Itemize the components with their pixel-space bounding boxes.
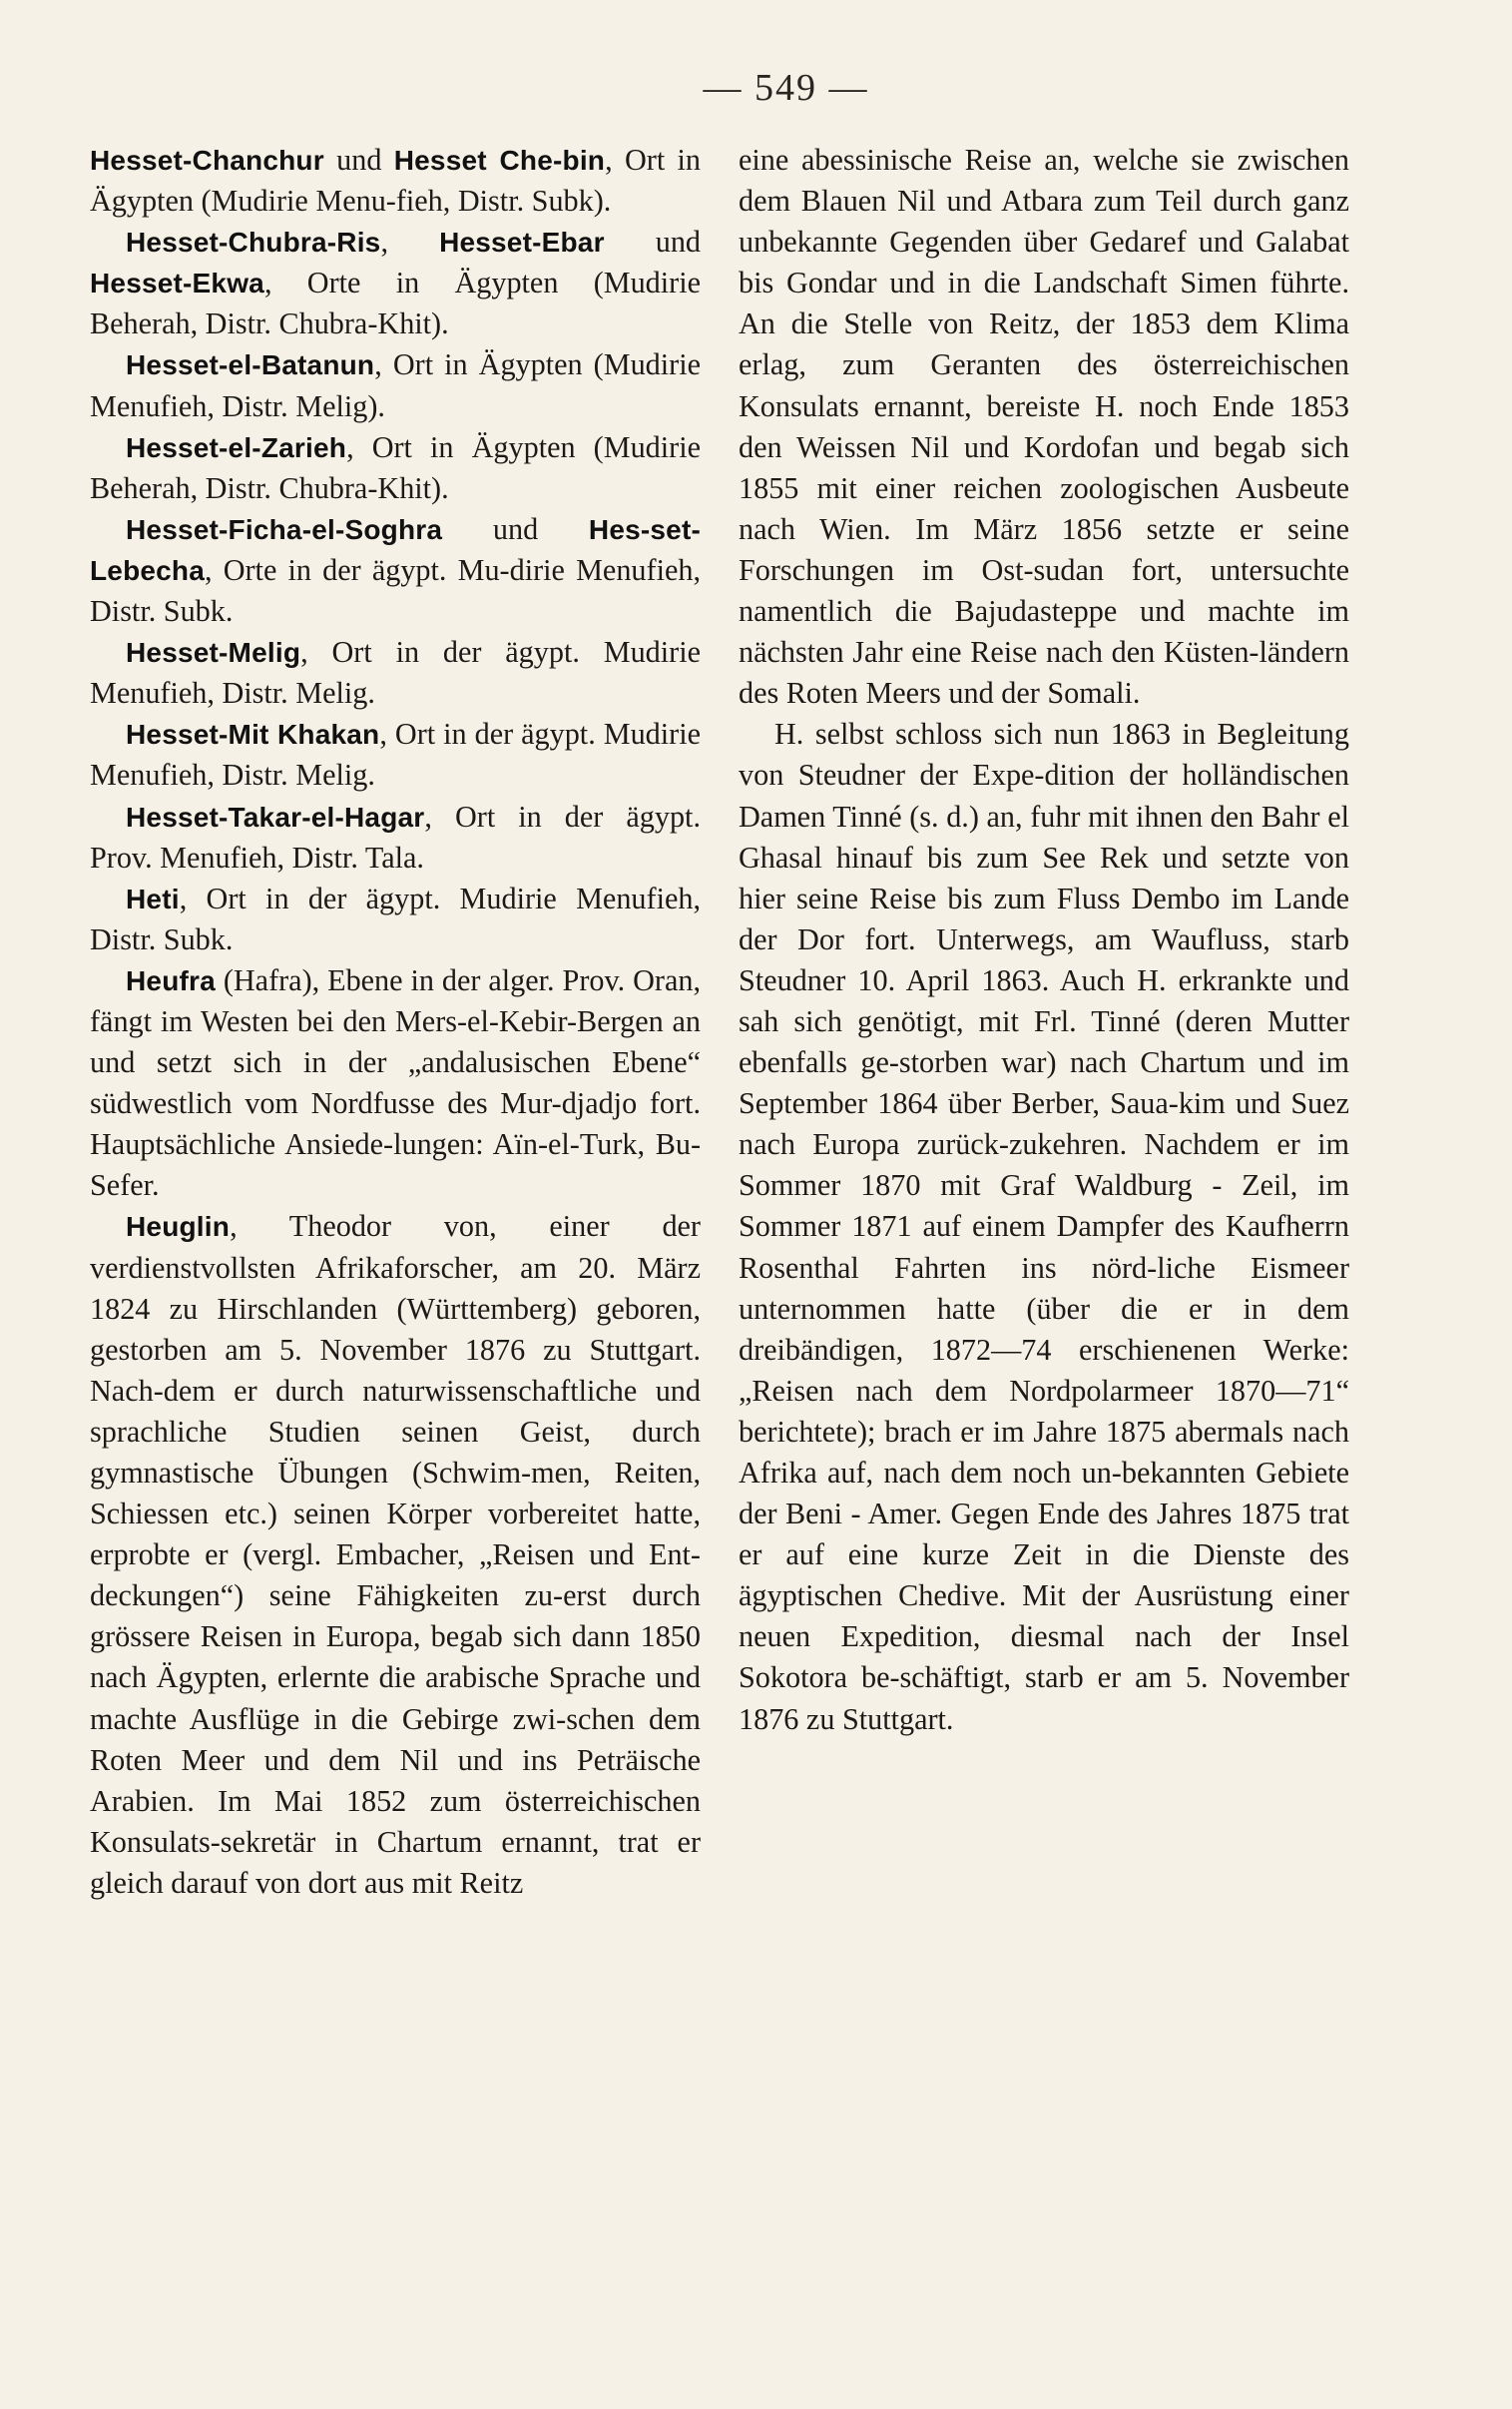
connector: und <box>442 511 589 546</box>
entry-hesset-melig <box>90 632 701 714</box>
headword: Hesset-el-Batanun <box>126 349 375 381</box>
entry-hesset-ficha-el-soghra <box>90 509 701 632</box>
headword: Hesset-Takar-el-Hagar <box>126 801 425 833</box>
entry-text: , Ort in Ägypten (Mudirie Menu-fieh, Distr. Subk). <box>90 143 701 219</box>
entry-hesset-chanchur <box>90 140 701 222</box>
headword: Hesset-Chanchur <box>90 145 324 176</box>
headword: Hesset-Melig <box>126 637 301 669</box>
entry-text: , Orte in Ägypten (Mudirie Beherah, Distr. Chubra-Khit). <box>90 266 701 341</box>
page-number: — 549 — <box>703 67 869 109</box>
headword: Hesset-Ficha-el-Soghra <box>126 513 443 545</box>
entry-text: , Theodor von, einer der verdienstvollsten Afrikaforscher, am 20. März 1824 zu Hirschlanden (Württemberg) geboren, gestorben am 5. November 1876 zu Stuttgart. Nach-dem er durch naturwissenschaftliche und sprachliche Studien seinen Geist, durch gymnastische Übungen (Schwim-men, Reiten, Schiessen etc.) seinen Körper vorbereitet hatte, erprobte er (vergl. Embacher, „Reisen und Ent-deckungen“) seine Fähigkeiten zu-erst durch grössere Reisen in Europa, begab sich dann 1850 nach Ägypten, erlernte die arabische Sprache und machte Ausflüge in die Gebirge zwi-schen dem Roten Meer und dem Nil und ins Peträische Arabien. Im Mai 1852 zum österreichischen Konsulats-sekretär in Chartum ernannt, trat er gleich darauf von dort aus mit Reitz <box>90 1209 701 1900</box>
right-column <box>739 140 1349 1740</box>
entry-hesset-takar-el-hagar <box>90 797 701 879</box>
connector: und <box>604 225 701 260</box>
entry-hesset-el-zarieh <box>90 427 701 509</box>
entry-hesset-chubra-ris <box>90 222 701 344</box>
entry-text: , Orte in der ägypt. Mu-dirie Menufieh, Distr. Subk. <box>90 552 701 629</box>
paragraph-heuglin-continued: eine abessinische Reise an, welche sie zwischen dem Blauen Nil und Atbara zum Teil durch ganz unbekannte Gegenden über Gedaref und Galabat bis Gondar und in die Landschaft Simen führte. An die Stelle von Reitz, der 1853 dem Klima erlag, zum Geranten des österreichischen Konsulats ernannt, bereiste H. noch Ende 1853 den Weissen Nil und Kordofan und begab sich 1855 mit einer reichen zoologischen Ausbeute nach Wien. Im März 1856 setzte er seine Forschungen im Ost-sudan fort, untersuchte namentlich die Bajudasteppe und machte im nächsten Jahr eine Reise nach den Küsten-ländern des Roten Meers und der Somali. <box>739 143 1349 711</box>
headword: Hes-set-Lebecha <box>90 513 701 586</box>
entry-text: , Ort in der ägypt. Mudirie Menufieh, Distr. Subk. <box>90 881 701 956</box>
connector: und <box>323 143 394 177</box>
headword: Hesset-Ekwa <box>90 268 264 300</box>
headword: Hesset-Mit Khakan <box>126 719 380 751</box>
entry-heti <box>90 879 701 960</box>
entry-text: (Hafra), Ebene in der alger. Prov. Oran, fängt im Westen bei den Mers-el-Kebir-Bergen an und setzt sich in der „andalusischen Ebene“ südwestlich vom Nordfusse des Mur-djadjo fort. Hauptsächliche Ansiede-lungen: Aïn-el-Turk, Bu-Sefer. <box>90 962 701 1203</box>
entry-text: , Ort in der ägypt. Prov. Menufieh, Distr. Tala. <box>90 799 701 875</box>
entry-text: , Ort in der ägypt. Mudirie Menufieh, Distr. Melig. <box>90 635 701 711</box>
entry-heuglin <box>90 1206 701 1904</box>
headword: Heufra <box>126 964 216 996</box>
headword: Heti <box>126 883 180 914</box>
entry-hesset-mit-khakan <box>90 714 701 796</box>
entry-text: , Ort in der ägypt. Mudirie Menufieh, Distr. Melig. <box>90 717 701 793</box>
left-column <box>90 140 701 1904</box>
headword: Hesset Che-bin <box>393 145 606 176</box>
entry-heufra <box>90 960 701 1207</box>
headword: Heuglin <box>126 1211 231 1243</box>
connector: , <box>380 225 440 260</box>
headword: Hesset-Ebar <box>439 227 605 259</box>
headword: Hesset-el-Zarieh <box>126 431 347 463</box>
paragraph-heuglin-later-travels: H. selbst schloss sich nun 1863 in Begleitung von Steudner der Expe-dition der holländischen Damen Tinné (s. d.) an, fuhr mit ihnen den Bahr el Ghasal hinauf bis zum See Rek und setzte von hier seine Reise bis zum Fluss Dembo im Lande der Dor fort. Unterwegs, am Waufluss, starb Steudner 10. April 1863. Auch H. erkrankte und sah sich genötigt, mit Frl. Tinné (deren Mutter ebenfalls ge-storben war) nach Chartum und im September 1864 über Berber, Saua-kim und Suez nach Europa zurück-zukehren. Nachdem er im Sommer 1870 mit Graf Waldburg - Zeil, im Sommer 1871 auf einem Dampfer des Kaufherrn Rosenthal Fahrten ins nörd-liche Eismeer unternommen hatte (über die er in dem dreibändigen, 1872—74 erschienenen Werke: „Reisen nach dem Nordpolarmeer 1870—71“ berichtete); brach er im Jahre 1875 abermals nach Afrika auf, nach dem noch un-bekannten Gebiete der Beni - Amer. Gegen Ende des Jahres 1875 trat er auf eine kurze Zeit in die Dienste des ägyptischen Chedive. Mit der Ausrüstung einer neuen Expedition, diesmal nach der Insel Sokotora be-schäftigt, starb er am 5. November 1876 zu Stuttgart. <box>739 717 1349 1736</box>
headword: Hesset-Chubra-Ris <box>126 227 381 259</box>
entry-text: , Ort in Ägypten (Mudirie Menufieh, Distr. Melig). <box>90 347 701 423</box>
entry-text: , Ort in Ägypten (Mudirie Beherah, Distr. Chubra-Khit). <box>90 429 701 505</box>
entry-hesset-el-batanun <box>90 344 701 426</box>
